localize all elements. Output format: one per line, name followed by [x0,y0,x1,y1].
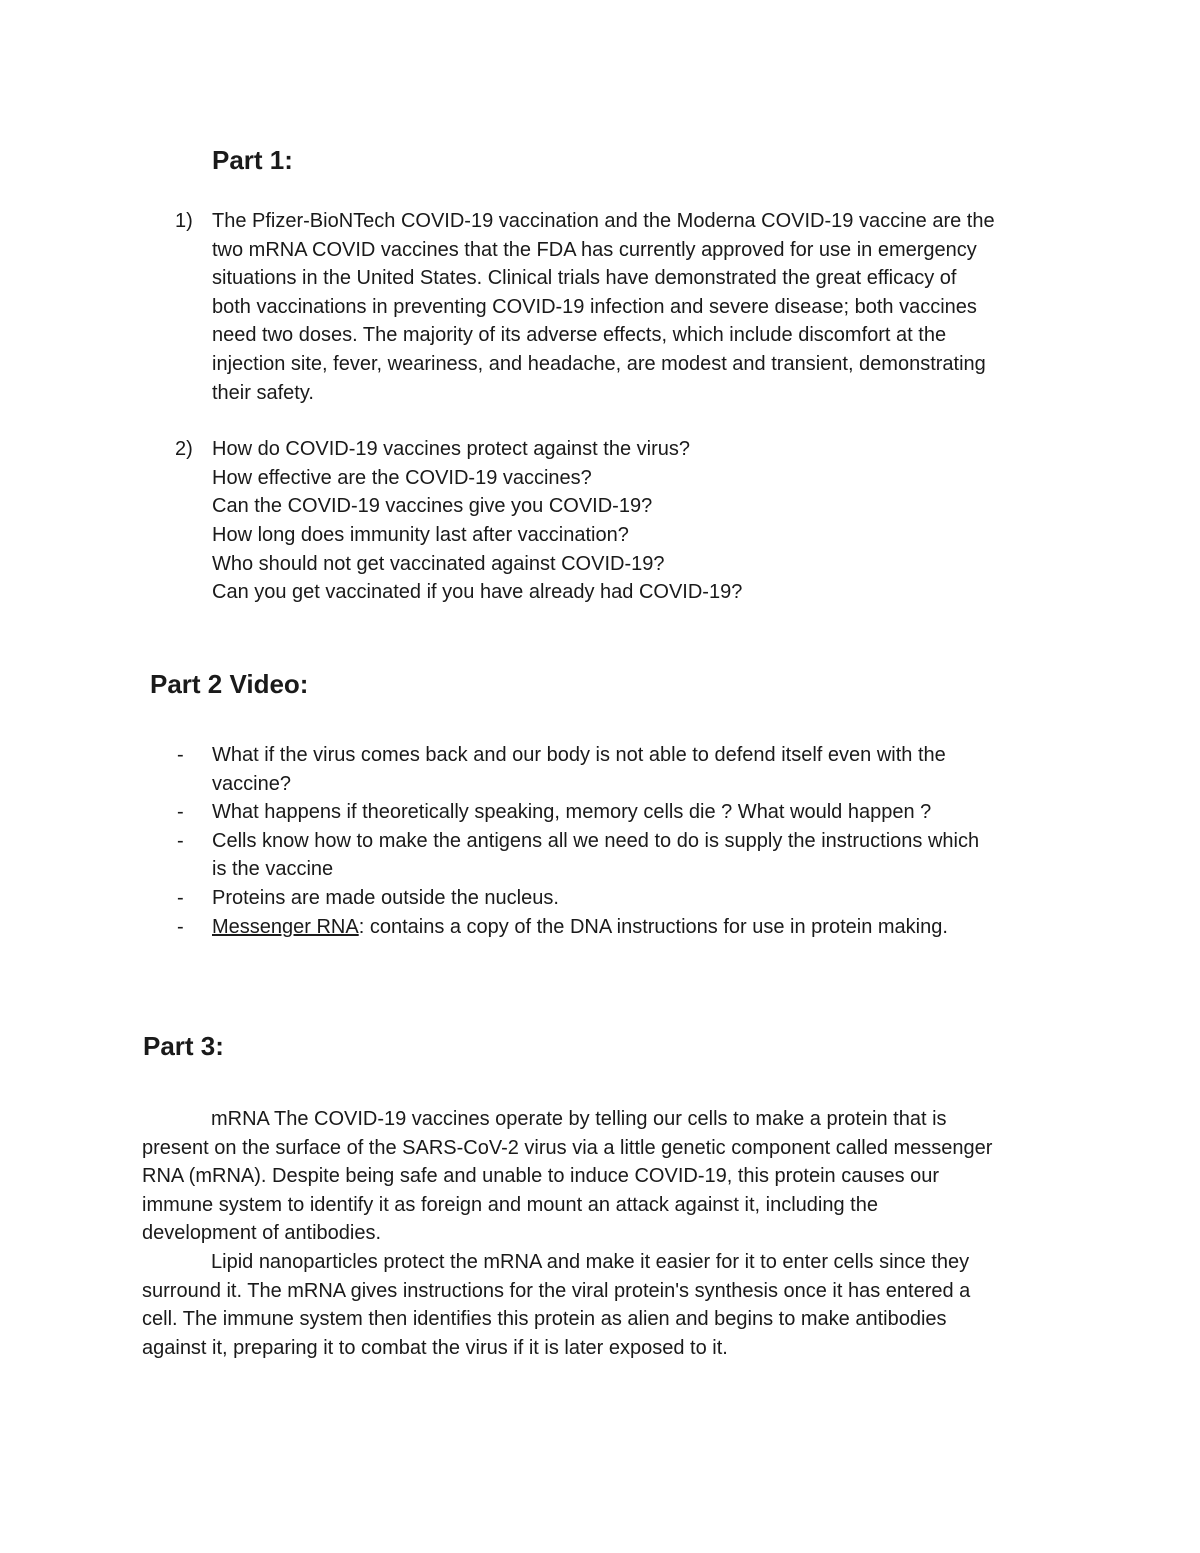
dash-bullet: - [177,886,184,909]
text-line: is the vaccine [212,858,334,881]
text-line: cell. The immune system then identifies this protein as alien and begins to make antibodies [142,1308,947,1331]
question-line: Can you get vaccinated if you have already had COVID-19? [212,581,743,604]
text-line: Lipid nanoparticles protect the mRNA and make it easier for it to enter cells since they [211,1251,970,1273]
list-item [175,913,1095,942]
text-line: The Pfizer-BioNTech COVID-19 vaccination and the Moderna COVID-19 vaccine are the [212,210,995,232]
question-line: How effective are the COVID-19 vaccines? [212,466,592,489]
text-line: What if the virus comes back and our body is not able to defend itself even with the [212,744,946,766]
text-line: situations in the United States. Clinical trials have demonstrated the great efficacy of [212,267,957,290]
text-line: both vaccinations in preventing COVID-19 infection and severe disease; both vaccines [212,295,977,318]
list-item [175,435,1095,607]
part3-paragraph-1 [142,1105,1077,1248]
question-line: Who should not get vaccinated against COVID-19? [212,552,665,575]
question-line: Can the COVID-19 vaccines give you COVID-19? [212,495,653,518]
definition-line [212,913,1095,942]
text-line: Proteins are made outside the nucleus. [212,886,559,909]
text-line: their safety. [212,381,314,404]
text-line: immune system to identify it as foreign and mount an attack against it, including the [142,1193,878,1216]
question-line: How do COVID-19 vaccines protect against the virus? [212,438,690,461]
text-line: vaccine? [212,772,291,795]
text-line: need two doses. The majority of its adverse effects, which include discomfort at the [212,324,947,347]
list-number: 1) [175,210,193,232]
text-line: present on the surface of the SARS-CoV-2 virus via a little genetic component called messenger [142,1136,993,1159]
text-line: two mRNA COVID vaccines that the FDA has currently approved for use in emergency [212,238,977,261]
term-messenger-rna: Messenger RNA [212,915,359,938]
dash-bullet: - [177,744,184,766]
list-item [175,741,1095,798]
part2-heading: Part 2 Video: [150,669,309,699]
list-item [175,798,1095,827]
text-line: RNA (mRNA). Despite being safe and unable to induce COVID-19, this protein causes our [142,1165,940,1188]
list-item [175,827,1095,884]
text-line: injection site, fever, weariness, and headache, are modest and transient, demonstrating [212,352,986,375]
text-line: surround it. The mRNA gives instructions for the viral protein's synthesis once it has entered a [142,1279,971,1302]
term-definition: : contains a copy of the DNA instructions for use in protein making. [358,915,948,938]
part3-paragraph-2 [142,1248,1077,1362]
text-line: against it, preparing it to combat the virus if it is later exposed to it. [142,1336,728,1359]
text-line: What happens if theoretically speaking, memory cells die ? What would happen ? [212,801,932,824]
part2-bullet-list [175,741,1095,941]
part3-heading: Part 3: [143,1031,224,1061]
list-item [175,207,1095,407]
list-item [175,884,1095,913]
text-line: mRNA The COVID-19 vaccines operate by telling our cells to make a protein that is [211,1108,947,1130]
text-line: Cells know how to make the antigens all we need to do is supply the instructions which [212,829,980,852]
part1-heading: Part 1: [212,145,293,175]
part1-numbered-list [175,207,1095,607]
text-line: development of antibodies. [142,1222,382,1245]
question-line: How long does immunity last after vaccination? [212,523,629,546]
dash-bullet: - [177,801,184,824]
dash-bullet: - [177,915,184,938]
list-number: 2) [175,438,193,461]
dash-bullet: - [177,829,184,852]
